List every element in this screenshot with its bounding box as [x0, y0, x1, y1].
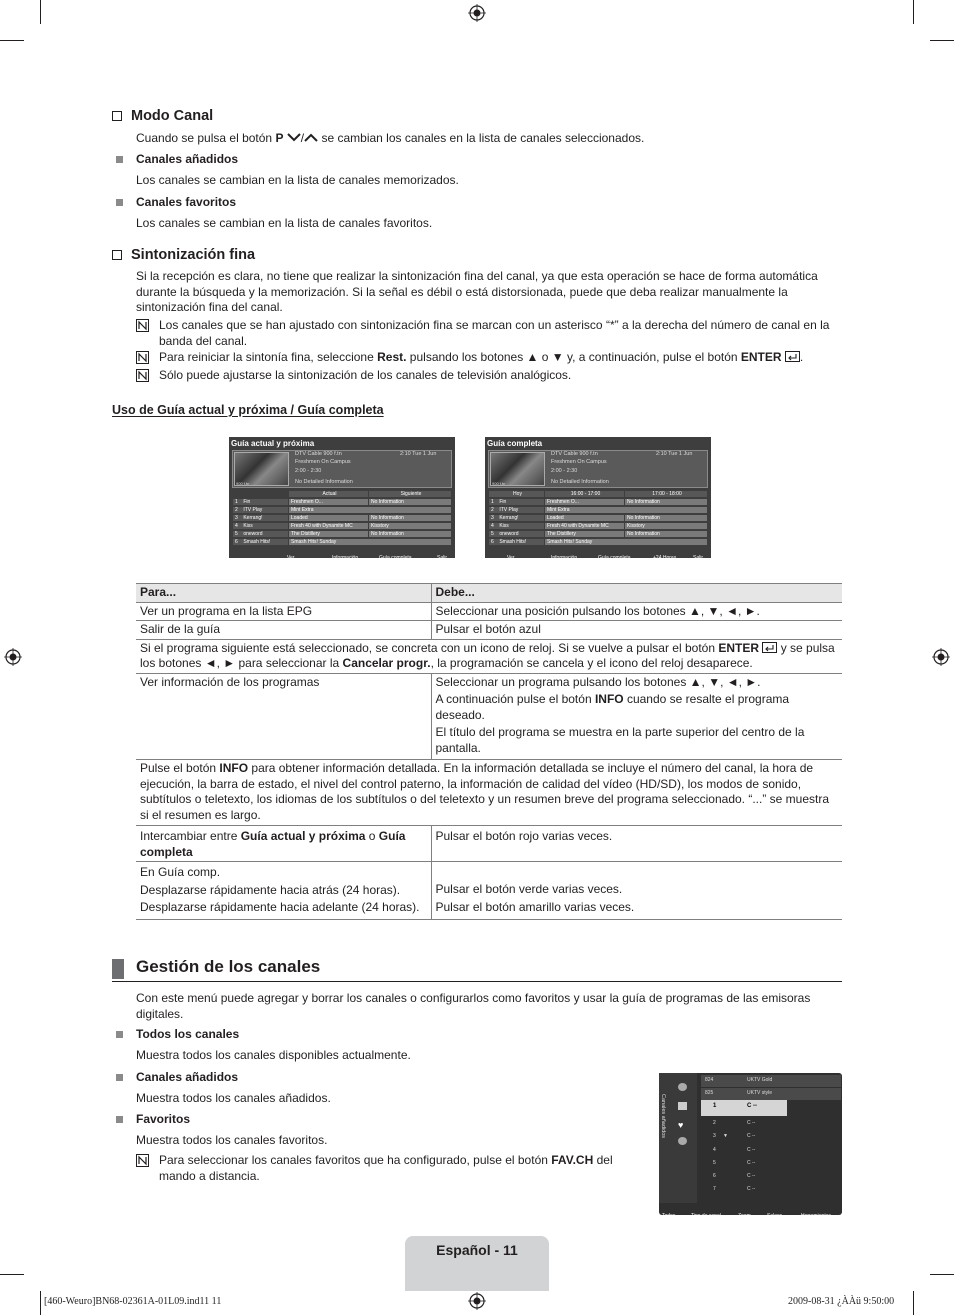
program-cell[interactable]: Smash Hits! Sunday	[545, 539, 707, 545]
column-header-slot1: 16:00 - 17:00	[545, 491, 624, 497]
crop-mark	[913, 1291, 914, 1315]
channel-cell: 4 Kiss	[489, 523, 544, 529]
footer-todos[interactable]: Todos	[662, 1213, 676, 1219]
item-text: Muestra todos los canales favoritos.	[136, 1132, 328, 1147]
added-channels-icon[interactable]	[678, 1102, 687, 1110]
clock-time: 2:10 Tue 1 Jun	[400, 451, 437, 457]
favorites-icon[interactable]: ♥	[678, 1120, 684, 1130]
table-cell: Pulse el botón INFO para obtener información detallada. En la información detallada se incluye el número del canal, la hora de ejecución, la barra de estado, el nivel del control paterno, la información de calidad del vídeo (HD/SD), los modos de sonido, subtítulos o teletexto, los idiomas de los subtítulos o del teletexto y un resumen breve del programa seleccionado. “...” se muestra si el resumen es largo.	[136, 760, 842, 826]
thumb-label: 900 f.tn	[236, 481, 250, 486]
table-cell: Ver información de los programas	[136, 673, 431, 760]
crop-mark	[40, 1291, 41, 1315]
table-header-cell: Para...	[136, 584, 431, 603]
column-header-next: Siguiente	[369, 491, 451, 497]
program-cell[interactable]: The Distillery	[289, 531, 368, 537]
channel-cell: 3 Kerrang!	[489, 515, 544, 521]
checkbox-square-icon	[112, 250, 122, 260]
program-cell[interactable]: Loaded	[545, 515, 624, 521]
program-cell[interactable]: Mint Extra	[545, 507, 707, 513]
channel-cell: 1 Fin	[233, 499, 288, 505]
table-cell: Pulsar el botón verde varias veces. Pulsar el botón amarillo varias veces.	[431, 862, 842, 920]
footer-herramientas[interactable]: Herramientas	[801, 1213, 832, 1219]
item-title: Canales favoritos	[136, 195, 237, 209]
desc-text: Cuando se pulsa el botón	[136, 131, 276, 145]
channel-row[interactable]: 825 UKTV style	[701, 1088, 841, 1100]
note-icon	[136, 351, 149, 364]
print-footer-right: 2009-08-31 ¿ÀÀü 9:50:00	[788, 1296, 895, 1307]
note-text: Los canales que se han ajustado con sintonización fina se marcan con un asterisco “*” a la derecha del número de canal en la banda del canal.	[159, 318, 830, 348]
registration-mark-icon	[468, 4, 486, 22]
note-icon	[136, 1154, 149, 1167]
note-icon	[136, 369, 149, 382]
crop-mark	[930, 40, 954, 41]
enter-label: ENTER	[718, 640, 760, 655]
channel-row[interactable]: 4 C --	[713, 1147, 756, 1153]
channel-name: DTV Cable 900 f.tn	[551, 451, 598, 457]
sintonizacion-heading	[112, 247, 255, 263]
gestion-intro: Con este menú puede agregar y borrar los canales o configurarlos como favoritos y usar la guía de programas de las emisoras digitales.	[136, 991, 811, 1021]
enter-icon	[785, 351, 800, 362]
program-cell[interactable]: No Information	[625, 531, 707, 537]
modo-canal-desc: Cuando se pulsa el botón P / se cambian los canales en la lista de canales seleccionados.	[136, 131, 645, 145]
footer-guia-completa[interactable]: Guía completa	[598, 555, 631, 561]
channel-cell: 5 oneword	[233, 531, 288, 537]
footer-zoom[interactable]: Zoom	[738, 1213, 751, 1219]
modo-canal-heading	[112, 108, 213, 124]
column-header-day: Hoy	[489, 491, 544, 497]
desc-text: se cambian los canales en la lista de canales seleccionados.	[318, 131, 645, 145]
program-cell[interactable]: Fresh 40 with Dynamite MC	[289, 523, 368, 529]
table-cell: En Guía comp. Desplazarse rápidamente hacia atrás (24 horas). Desplazarse rápidamente hacia adelante (24 horas).	[136, 862, 431, 920]
item-title: Favoritos	[136, 1112, 191, 1126]
arrow-down-icon: ▼	[723, 1133, 728, 1139]
table-cell: Pulsar el botón rojo varias veces.	[431, 826, 842, 862]
table-cell: Ver un programa en la lista EPG	[136, 602, 431, 621]
channel-cell: 2 ITV Play	[489, 507, 544, 513]
channel-cell: 6 Smash Hits!	[233, 539, 288, 545]
page-number-badge	[405, 1236, 549, 1291]
channel-row[interactable]: 7 C --	[713, 1186, 756, 1192]
note-text: .	[799, 350, 804, 364]
table-row	[136, 826, 842, 862]
heading-bar	[112, 959, 124, 979]
crop-mark	[913, 0, 914, 24]
note-item	[136, 1153, 636, 1184]
item-title: Todos los canales	[136, 1027, 240, 1041]
item-text: Muestra todos los canales disponibles actualmente.	[136, 1047, 411, 1062]
chevron-down-icon	[287, 133, 301, 142]
program-cell[interactable]: Freshmen O...	[545, 499, 624, 505]
registration-mark-icon	[468, 1292, 486, 1310]
program-cell[interactable]: Kisstory	[625, 523, 707, 529]
table-cell: Seleccionar un programa pulsando los botones ▲, ▼, ◄, ►. A continuación pulse el botón INFO cuando se resalte el programa deseado. El título del programa se muestra en la parte superior del centro de la pantalla.	[431, 673, 842, 760]
checkbox-square-icon	[112, 111, 122, 121]
footer-selecc[interactable]: Selecc.	[767, 1213, 784, 1219]
channel-cell: 3 Kerrang!	[233, 515, 288, 521]
program-cell[interactable]: No Information	[369, 531, 451, 537]
gestion-item	[116, 1112, 636, 1148]
channel-cell: 4 Kiss	[233, 523, 288, 529]
note-text: Para seleccionar los canales favoritos que ha configurado, pulse el botón	[159, 1153, 552, 1167]
table-row	[136, 621, 842, 640]
note-text: pulsando los botones ▲ o ▼ y, a continuación, pulse el botón	[406, 350, 741, 364]
program-cell[interactable]: No Information	[369, 515, 451, 521]
program-time: 2:00 - 2:30	[551, 468, 578, 474]
channel-row[interactable]: 6 C --	[713, 1173, 756, 1179]
channel-cell: 1 Fin	[489, 499, 544, 505]
footer-24h[interactable]: +24 Horas	[653, 555, 677, 561]
footer-salir[interactable]: Salir	[693, 555, 704, 561]
item-title: Canales añadidos	[136, 1070, 239, 1084]
thumb-label: 900 f.tn	[492, 481, 506, 486]
table-header-cell: Debe...	[431, 584, 842, 603]
schedule-icon[interactable]	[678, 1137, 687, 1145]
program-info: No Detailed Information	[295, 479, 353, 485]
channel-cell: 6 Smash Hits!	[489, 539, 544, 545]
note-text: Para reiniciar la sintonía fina, seleccione	[159, 350, 378, 364]
column-header-slot2: 17:00 - 18:00	[625, 491, 707, 497]
note-item	[136, 368, 842, 384]
page-number: Español - 11	[436, 1242, 518, 1258]
sintonizacion-paragraph: Si la recepción es clara, no tiene que realizar la sintonización fina del canal, ya que esta operación se hace de forma automática durante la búsqueda y la memorización. Si la señal es débil o está distorsionada, puede que deba realizar manualmente la sintonización fina del canal.	[136, 269, 818, 314]
p-button-label: P	[275, 131, 284, 145]
channel-row-selected[interactable]: 1 C --	[701, 1100, 787, 1116]
crop-mark	[40, 0, 41, 24]
epg-table	[136, 583, 842, 920]
sintonizacion-title: Sintonización fina	[131, 247, 256, 263]
all-channels-icon[interactable]	[678, 1083, 687, 1091]
footer-tipo-canal[interactable]: Tipo de canal	[691, 1213, 721, 1219]
bullet-icon	[116, 1031, 123, 1038]
program-cell[interactable]: No Information	[369, 499, 451, 505]
program-cell[interactable]: Smash Hits! Sunday	[289, 539, 451, 545]
item-text: Muestra todos los canales añadidos.	[136, 1090, 331, 1105]
program-cell[interactable]: Freshmen O...	[289, 499, 368, 505]
program-cell[interactable]: No Information	[625, 515, 707, 521]
gestion-section-heading	[112, 956, 842, 982]
channel-row[interactable]: 824 UKTV Gold	[701, 1075, 841, 1087]
footer-ver[interactable]: Ver	[287, 555, 295, 561]
table-cell: Si el programa siguiente está seleccionado, se concreta con un icono de reloj. Si se vuelve a pulsar el botón ENTER y se pulsa los botones ◄, ► para seleccionar la Cancelar progr., la programación se cancela y el icono del reloj desaparece.	[136, 639, 842, 673]
table-header-row	[136, 584, 842, 603]
program-name: Freshmen On Campus	[551, 459, 607, 465]
bullet-icon	[116, 156, 123, 163]
panel-title: Guía actual y próxima	[231, 439, 315, 448]
table-row	[136, 760, 842, 826]
program-cell[interactable]: Fresh 40 with Dynamite MC	[545, 523, 624, 529]
channel-row[interactable]: 2 C --	[713, 1120, 756, 1126]
modo-canal-item	[116, 195, 842, 231]
favch-label: FAV.CH	[551, 1153, 594, 1167]
modo-canal-title: Modo Canal	[131, 108, 214, 124]
note-text: Sólo puede ajustarse la sintonización de los canales de televisión analógicos.	[159, 368, 572, 382]
table-row	[136, 639, 842, 673]
note-text: del mando a distancia.	[159, 1153, 613, 1183]
gestion-item	[116, 1070, 636, 1106]
channel-manager-screenshot	[659, 1073, 842, 1219]
program-time: 2:00 - 2:30	[295, 468, 322, 474]
table-cell: Intercambiar entre Guía actual y próxima o Guía completa	[136, 826, 431, 862]
gestion-item	[116, 1027, 636, 1063]
chevron-up-icon	[304, 133, 318, 142]
item-text: Los canales se cambian en la lista de canales favoritos.	[136, 215, 433, 230]
modo-canal-item	[116, 152, 842, 188]
program-name: Freshmen On Campus	[295, 459, 351, 465]
crop-mark	[0, 1274, 24, 1275]
channel-cell: 2 ITV Play	[233, 507, 288, 513]
footer-salir[interactable]: Salir	[437, 555, 448, 561]
bullet-icon	[116, 199, 123, 206]
channel-row[interactable]: 5 C --	[713, 1160, 756, 1166]
gestion-title: Gestión de los canales	[136, 957, 321, 976]
registration-mark-icon	[932, 648, 950, 666]
footer-guia-completa[interactable]: Guía completa	[379, 555, 412, 561]
sidebar-label: Canales añadidos	[660, 1093, 667, 1139]
program-cell[interactable]: Mint Extra	[289, 507, 451, 513]
footer-ver[interactable]: Ver	[507, 555, 515, 561]
note-item	[136, 318, 842, 349]
guia-heading: Uso de Guía actual y próxima / Guía completa	[112, 403, 384, 417]
print-footer-left: [460-Weuro]BN68-02361A-01L09.ind11 11	[44, 1296, 222, 1307]
table-row	[136, 862, 842, 920]
item-title: Canales añadidos	[136, 152, 239, 166]
channel-name: DTV Cable 900 f.tn	[295, 451, 342, 457]
channel-cell: 5 oneword	[489, 531, 544, 537]
enter-icon	[762, 642, 777, 653]
table-row	[136, 602, 842, 621]
program-cell[interactable]: No Information	[625, 499, 707, 505]
enter-label: ENTER	[740, 350, 782, 364]
program-info: No Detailed Information	[551, 479, 609, 485]
footer-info[interactable]: Información	[332, 555, 359, 561]
guide-screenshot-full	[485, 437, 711, 561]
note-icon	[136, 319, 149, 332]
table-cell: Seleccionar una posición pulsando los botones ▲, ▼, ◄, ►.	[431, 602, 842, 621]
guide-screenshot-current	[229, 437, 455, 561]
column-header-now: Actual	[289, 491, 368, 497]
footer-info[interactable]: Información	[551, 555, 578, 561]
program-cell[interactable]: Loaded	[289, 515, 368, 521]
item-text: Los canales se cambian en la lista de canales memorizados.	[136, 172, 459, 187]
table-row	[136, 673, 842, 760]
channel-row[interactable]: 3 ▼ C --	[713, 1133, 756, 1139]
crop-mark	[930, 1274, 954, 1275]
program-cell[interactable]: The Distillery	[545, 531, 624, 537]
crop-mark	[0, 40, 24, 41]
table-cell: Pulsar el botón azul	[431, 621, 842, 640]
table-cell: Salir de la guía	[136, 621, 431, 640]
clock-time: 2:10 Tue 1 Jun	[656, 451, 693, 457]
note-item	[136, 350, 842, 366]
bullet-icon	[116, 1074, 123, 1081]
registration-mark-icon	[4, 648, 22, 666]
rest-label: Rest.	[377, 350, 407, 364]
cancelar-label: Cancelar progr.	[342, 656, 431, 670]
panel-title: Guía completa	[487, 439, 543, 448]
bullet-icon	[116, 1116, 123, 1123]
program-cell[interactable]: Kisstory	[369, 523, 451, 529]
